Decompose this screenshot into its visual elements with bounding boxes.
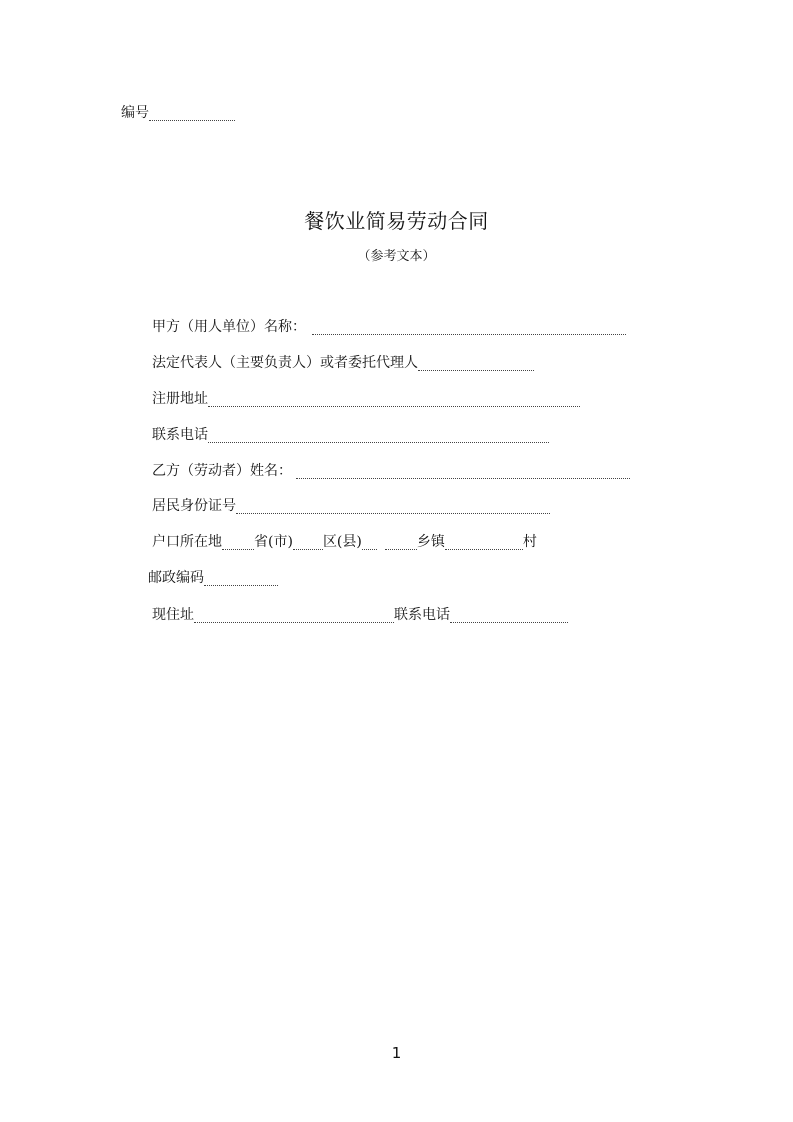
household-district-blank[interactable] <box>293 535 323 550</box>
registered-address-blank[interactable] <box>208 392 580 407</box>
legal-rep-row <box>152 354 534 372</box>
party-a-name-blank[interactable] <box>312 320 626 335</box>
serial-number-blank[interactable] <box>149 106 235 121</box>
contact-phone-blank[interactable] <box>208 428 549 443</box>
household-village-blank[interactable] <box>445 535 523 550</box>
household-label: 户口所在地 <box>152 534 222 550</box>
household-district-label: 区(县) <box>322 534 362 550</box>
contact-phone-row <box>152 426 549 444</box>
document-title: 餐饮业简易劳动合同 <box>304 209 489 233</box>
household-village-label: 村 <box>522 534 537 550</box>
legal-rep-blank[interactable] <box>418 356 534 371</box>
current-address-row <box>152 606 568 624</box>
party-b-name-label: 乙方（劳动者）姓名： <box>152 463 292 479</box>
household-township-label: 乡镇 <box>416 534 445 550</box>
household-district-extra-blank[interactable] <box>362 535 377 550</box>
current-address-label: 现住址 <box>152 607 194 623</box>
party-a-name-row <box>152 318 626 336</box>
party-b-name-row <box>152 462 630 480</box>
party-b-name-blank[interactable] <box>296 464 630 479</box>
legal-rep-label: 法定代表人（主要负责人）或者委托代理人 <box>152 355 418 371</box>
household-province-label: 省(市) <box>254 534 293 550</box>
household-province-blank[interactable] <box>222 535 254 550</box>
contact-phone-label: 联系电话 <box>152 427 208 443</box>
id-number-blank[interactable] <box>236 499 550 514</box>
current-phone-label: 联系电话 <box>394 607 450 623</box>
registered-address-row <box>152 390 580 408</box>
postal-code-label: 邮政编码 <box>148 570 204 586</box>
postal-code-row <box>148 569 278 587</box>
household-township-blank[interactable] <box>385 535 417 550</box>
current-address-blank[interactable] <box>194 608 394 623</box>
current-phone-blank[interactable] <box>450 608 568 623</box>
id-number-label: 居民身份证号 <box>152 498 236 514</box>
document-subtitle: （参考文本） <box>357 249 436 264</box>
id-number-row <box>152 497 550 515</box>
party-a-name-label: 甲方（用人单位）名称： <box>152 319 306 335</box>
registered-address-label: 注册地址 <box>152 391 208 407</box>
postal-code-blank[interactable] <box>204 571 278 586</box>
serial-number-row <box>121 104 235 122</box>
page-number: 1 <box>391 1044 402 1062</box>
household-row <box>152 533 537 551</box>
serial-number-label: 编号 <box>121 105 149 121</box>
